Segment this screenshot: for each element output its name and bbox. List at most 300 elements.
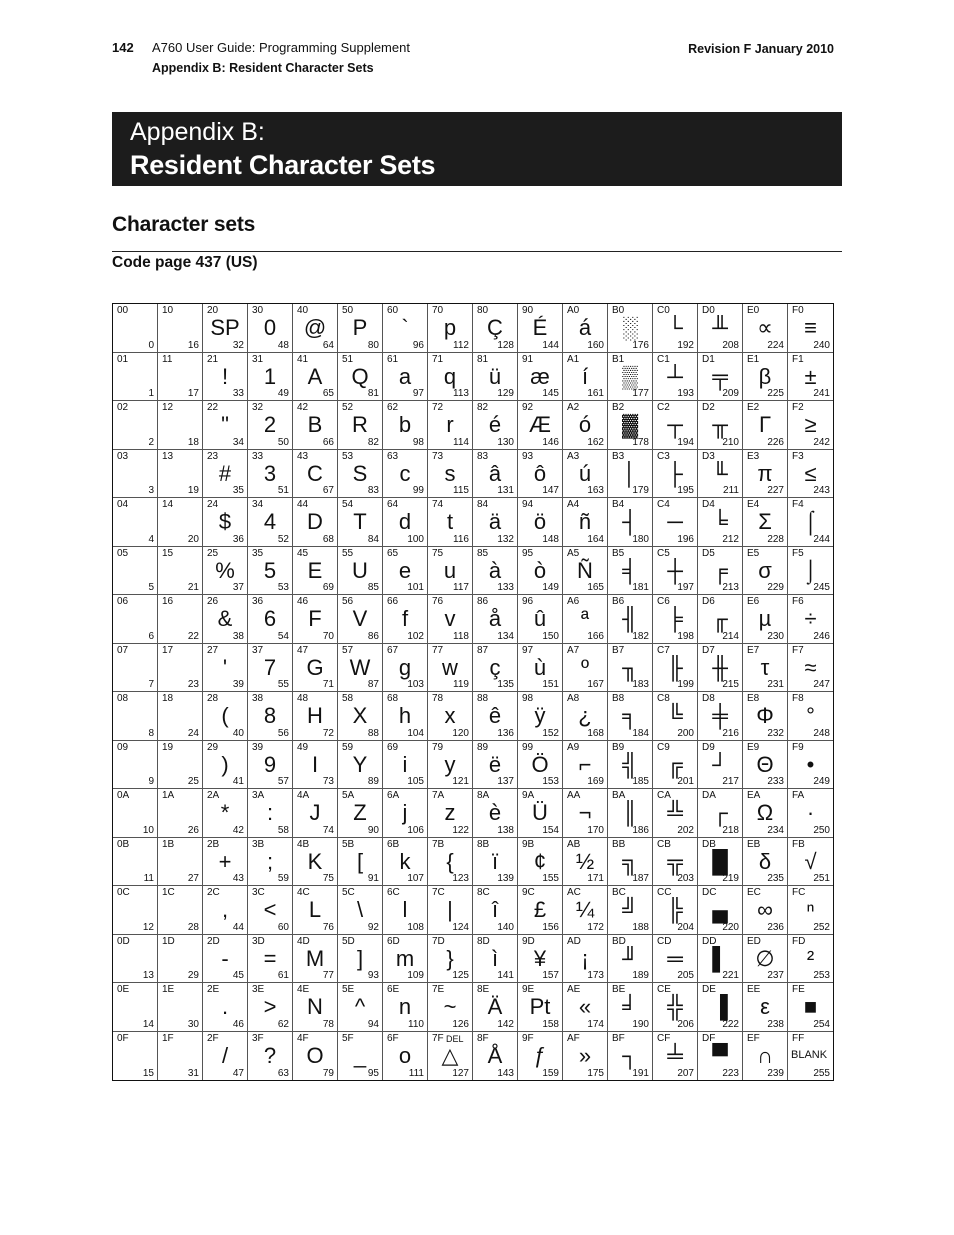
char-hex-code: 1B bbox=[162, 838, 175, 850]
char-decimal-code: 196 bbox=[677, 533, 694, 545]
char-glyph: = bbox=[263, 945, 277, 971]
char-glyph: ┤ bbox=[622, 509, 638, 534]
char-glyph: U bbox=[352, 557, 368, 583]
char-cell-3A bbox=[248, 789, 293, 838]
char-glyph: ╔ bbox=[667, 751, 683, 777]
char-glyph: Y bbox=[352, 751, 368, 777]
char-glyph: i bbox=[402, 751, 408, 777]
char-hex-code: E3 bbox=[747, 450, 760, 462]
char-cell-07 bbox=[113, 644, 158, 693]
char-cell-C4 bbox=[653, 498, 698, 547]
char-glyph: _ bbox=[353, 1042, 367, 1068]
char-cell-20 bbox=[203, 304, 248, 353]
char-hex-code: D9 bbox=[702, 741, 715, 753]
char-glyph: ¥ bbox=[533, 945, 547, 971]
char-glyph: ; bbox=[266, 848, 274, 874]
char-decimal-code: 51 bbox=[277, 485, 289, 496]
char-decimal-code: 31 bbox=[187, 1068, 199, 1079]
char-hex-code: 5A bbox=[342, 790, 355, 801]
char-glyph: ╗ bbox=[622, 848, 638, 874]
char-cell-85 bbox=[473, 547, 518, 596]
char-decimal-code: 37 bbox=[232, 582, 244, 593]
char-cell-A9 bbox=[563, 741, 608, 790]
char-hex-code: 54 bbox=[342, 499, 354, 510]
char-decimal-code: 144 bbox=[542, 339, 559, 351]
char-hex-code: 7F bbox=[432, 1032, 444, 1044]
char-cell-76 bbox=[428, 595, 473, 644]
char-decimal-code: 7 bbox=[148, 679, 154, 690]
char-glyph: Ç bbox=[487, 315, 503, 340]
char-cell-CA bbox=[653, 789, 698, 838]
char-decimal-code: 88 bbox=[367, 727, 379, 739]
char-glyph: z bbox=[444, 800, 456, 825]
char-glyph: 5 bbox=[263, 557, 277, 583]
char-decimal-code: 93 bbox=[367, 970, 379, 981]
char-glyph: Φ bbox=[756, 703, 774, 728]
char-decimal-code: 101 bbox=[407, 582, 424, 593]
char-hex-code: 51 bbox=[342, 353, 354, 365]
char-cell-C1 bbox=[653, 353, 698, 402]
char-glyph: & bbox=[217, 606, 233, 631]
char-decimal-code: 19 bbox=[187, 485, 199, 496]
character-table bbox=[112, 303, 834, 1081]
char-cell-A8 bbox=[563, 692, 608, 741]
char-decimal-code: 5 bbox=[148, 582, 154, 593]
char-cell-80 bbox=[473, 304, 518, 353]
char-decimal-code: 200 bbox=[677, 727, 694, 739]
char-hex-code: 77 bbox=[432, 644, 444, 656]
char-cell-3F bbox=[248, 1032, 293, 1081]
char-hex-code: A1 bbox=[567, 353, 580, 365]
char-glyph: W bbox=[349, 654, 371, 680]
char-cell-6F bbox=[383, 1032, 428, 1081]
char-hex-code: 8A bbox=[477, 790, 490, 801]
char-decimal-code: 224 bbox=[767, 339, 784, 351]
char-cell-24 bbox=[203, 498, 248, 547]
char-hex-code: D4 bbox=[702, 499, 715, 510]
char-hex-code: E4 bbox=[747, 499, 760, 510]
char-decimal-code: 152 bbox=[542, 727, 559, 739]
char-hex-code: C9 bbox=[657, 741, 670, 753]
char-decimal-code: 2 bbox=[148, 436, 154, 448]
char-decimal-code: 89 bbox=[367, 776, 379, 787]
char-hex-code: 10 bbox=[162, 305, 174, 316]
char-hex-code: F5 bbox=[792, 547, 804, 559]
char-hex-code: 0C bbox=[117, 887, 130, 898]
char-hex-code: 75 bbox=[432, 547, 444, 559]
char-decimal-code: 215 bbox=[722, 679, 739, 690]
char-decimal-code: 174 bbox=[587, 1018, 604, 1030]
char-glyph: τ bbox=[760, 654, 770, 680]
char-hex-code: 38 bbox=[252, 693, 264, 704]
char-cell-61 bbox=[383, 353, 428, 402]
char-hex-code: AE bbox=[567, 984, 581, 995]
char-cell-0E bbox=[113, 983, 158, 1032]
char-hex-code: 1A bbox=[162, 790, 175, 801]
char-hex-code: 6F bbox=[387, 1032, 399, 1044]
char-decimal-code: 72 bbox=[322, 727, 334, 739]
char-decimal-code: 120 bbox=[452, 727, 469, 739]
char-glyph: á bbox=[578, 315, 592, 340]
char-decimal-code: 18 bbox=[187, 436, 199, 448]
char-glyph: ▓ bbox=[621, 412, 639, 437]
char-cell-B9 bbox=[608, 741, 653, 790]
char-hex-code: 9D bbox=[522, 935, 535, 947]
char-decimal-code: 207 bbox=[677, 1068, 694, 1079]
char-glyph: { bbox=[446, 848, 454, 874]
char-cell-F7 bbox=[788, 644, 833, 693]
char-glyph: ^ bbox=[354, 994, 366, 1019]
char-cell-E5 bbox=[743, 547, 788, 596]
char-decimal-code: 24 bbox=[187, 727, 199, 739]
char-glyph: ▌ bbox=[712, 945, 728, 971]
char-decimal-code: 29 bbox=[187, 970, 199, 981]
char-hex-code: E5 bbox=[747, 547, 760, 559]
char-hex-code: DA bbox=[702, 790, 716, 801]
char-glyph: V bbox=[352, 606, 368, 631]
char-decimal-code: 85 bbox=[367, 582, 379, 593]
char-decimal-code: 103 bbox=[407, 679, 424, 690]
char-decimal-code: 140 bbox=[497, 921, 514, 933]
char-glyph: ù bbox=[533, 654, 547, 680]
char-hex-code: BA bbox=[612, 790, 626, 801]
char-cell-8D bbox=[473, 935, 518, 984]
char-hex-code: 1E bbox=[162, 984, 175, 995]
char-decimal-code: 78 bbox=[322, 1018, 334, 1030]
char-glyph: + bbox=[218, 848, 232, 874]
revision-label: Revision F January 2010 bbox=[688, 42, 834, 56]
char-glyph: } bbox=[446, 945, 454, 971]
char-cell-7D bbox=[428, 935, 473, 984]
char-decimal-code: 235 bbox=[767, 873, 784, 884]
char-hex-code: 1D bbox=[162, 935, 175, 947]
char-cell-CF bbox=[653, 1032, 698, 1081]
char-hex-code: 50 bbox=[342, 305, 354, 316]
char-cell-7A bbox=[428, 789, 473, 838]
char-decimal-code: 195 bbox=[677, 485, 694, 496]
char-cell-9B bbox=[518, 838, 563, 887]
char-decimal-code: 232 bbox=[767, 727, 784, 739]
char-cell-5E bbox=[338, 983, 383, 1032]
char-hex-code: 09 bbox=[117, 741, 129, 753]
char-cell-25 bbox=[203, 547, 248, 596]
char-decimal-code: 243 bbox=[813, 485, 830, 496]
char-glyph: ╛ bbox=[622, 994, 638, 1019]
char-hex-code: 94 bbox=[522, 499, 534, 510]
char-hex-code: FC bbox=[792, 887, 806, 898]
char-decimal-code: 87 bbox=[367, 679, 379, 690]
char-cell-BB bbox=[608, 838, 653, 887]
char-decimal-code: 100 bbox=[407, 533, 424, 545]
char-decimal-code: 234 bbox=[767, 824, 784, 836]
char-hex-code: 45 bbox=[297, 547, 309, 559]
char-decimal-code: 34 bbox=[232, 436, 244, 448]
char-cell-96 bbox=[518, 595, 563, 644]
char-hex-code: F0 bbox=[792, 305, 804, 316]
char-cell-2C bbox=[203, 886, 248, 935]
char-glyph: ┘ bbox=[712, 751, 728, 777]
char-cell-A6 bbox=[563, 595, 608, 644]
char-hex-code: 00 bbox=[117, 305, 129, 316]
char-glyph: ÷ bbox=[804, 606, 817, 631]
char-glyph: ╘ bbox=[712, 509, 728, 534]
char-cell-66 bbox=[383, 595, 428, 644]
char-hex-code: D7 bbox=[702, 644, 715, 656]
char-decimal-code: 225 bbox=[767, 388, 784, 399]
char-hex-code: C5 bbox=[657, 547, 670, 559]
char-hex-code: 32 bbox=[252, 402, 264, 413]
char-hex-code: 72 bbox=[432, 402, 444, 413]
char-cell-B2 bbox=[608, 401, 653, 450]
char-cell-17 bbox=[158, 644, 203, 693]
char-cell-06 bbox=[113, 595, 158, 644]
char-cell-EF bbox=[743, 1032, 788, 1081]
char-glyph: : bbox=[266, 800, 274, 825]
char-hex-code: 3B bbox=[252, 838, 265, 850]
char-glyph: ┐ bbox=[622, 1042, 638, 1068]
char-glyph: ε bbox=[760, 994, 770, 1019]
char-decimal-code: 115 bbox=[453, 485, 469, 496]
char-hex-code: 6A bbox=[387, 790, 400, 801]
char-hex-code: 6D bbox=[387, 935, 400, 947]
char-glyph: , bbox=[221, 897, 229, 922]
char-hex-code: D3 bbox=[702, 450, 715, 462]
char-cell-70 bbox=[428, 304, 473, 353]
char-decimal-code: 15 bbox=[142, 1068, 154, 1079]
char-decimal-code: 237 bbox=[767, 970, 784, 981]
char-decimal-code: 127 bbox=[452, 1068, 469, 1079]
char-hex-code: AF bbox=[567, 1032, 580, 1044]
char-cell-D7 bbox=[698, 644, 743, 693]
char-hex-code: 90 bbox=[522, 305, 534, 316]
char-glyph: P bbox=[352, 315, 368, 340]
char-cell-49 bbox=[293, 741, 338, 790]
char-hex-code: 0F bbox=[117, 1032, 129, 1044]
char-hex-code: C0 bbox=[657, 305, 670, 316]
char-decimal-code: 64 bbox=[322, 339, 334, 351]
char-cell-3E bbox=[248, 983, 293, 1032]
char-decimal-code: 218 bbox=[722, 824, 739, 836]
char-hex-code: EA bbox=[747, 790, 761, 801]
char-cell-E2 bbox=[743, 401, 788, 450]
char-decimal-code: 125 bbox=[452, 970, 469, 981]
char-glyph: [ bbox=[356, 848, 364, 874]
char-hex-code: E7 bbox=[747, 644, 760, 656]
char-hex-code: FF bbox=[792, 1032, 805, 1044]
char-decimal-code: 98 bbox=[412, 436, 424, 448]
char-cell-E6 bbox=[743, 595, 788, 644]
char-glyph: Z bbox=[353, 800, 367, 825]
char-decimal-code: 55 bbox=[277, 679, 289, 690]
char-cell-1E bbox=[158, 983, 203, 1032]
char-glyph: k bbox=[399, 848, 411, 874]
char-decimal-code: 68 bbox=[322, 533, 334, 545]
char-hex-code: 84 bbox=[477, 499, 489, 510]
char-hex-code: BF bbox=[612, 1032, 625, 1044]
char-hex-code: 59 bbox=[342, 741, 354, 753]
char-decimal-code: 245 bbox=[813, 582, 830, 593]
char-glyph: ] bbox=[356, 945, 364, 971]
char-glyph: Ü bbox=[532, 800, 548, 825]
char-hex-code: 9B bbox=[522, 838, 535, 850]
char-hex-code: 11 bbox=[162, 353, 173, 365]
char-cell-55 bbox=[338, 547, 383, 596]
char-glyph: Ñ bbox=[577, 557, 593, 583]
char-hex-code: 83 bbox=[477, 450, 489, 462]
char-cell-28 bbox=[203, 692, 248, 741]
char-hex-code: F6 bbox=[792, 596, 804, 607]
char-cell-B0 bbox=[608, 304, 653, 353]
char-decimal-code: 254 bbox=[813, 1018, 830, 1030]
char-decimal-code: 221 bbox=[722, 970, 739, 981]
char-cell-DE bbox=[698, 983, 743, 1032]
char-glyph: D bbox=[307, 509, 323, 534]
char-hex-code: 16 bbox=[162, 596, 174, 607]
char-decimal-code: 14 bbox=[142, 1018, 154, 1030]
char-hex-code: 4A bbox=[297, 790, 310, 801]
char-hex-code: 2C bbox=[207, 887, 220, 898]
char-decimal-code: 236 bbox=[767, 921, 784, 933]
char-glyph: u bbox=[443, 557, 457, 583]
char-glyph: √ bbox=[804, 848, 817, 874]
char-cell-1F bbox=[158, 1032, 203, 1081]
char-glyph: ├ bbox=[667, 460, 683, 486]
char-glyph: « bbox=[578, 994, 592, 1019]
char-cell-68 bbox=[383, 692, 428, 741]
char-hex-code: 03 bbox=[117, 450, 129, 462]
char-decimal-code: 17 bbox=[187, 388, 199, 399]
char-glyph: b bbox=[398, 412, 412, 437]
char-decimal-code: 141 bbox=[497, 970, 514, 981]
char-decimal-code: 74 bbox=[322, 824, 334, 836]
char-decimal-code: 206 bbox=[677, 1018, 694, 1030]
char-cell-97 bbox=[518, 644, 563, 693]
char-hex-code: C8 bbox=[657, 693, 670, 704]
char-glyph: # bbox=[218, 460, 232, 486]
char-cell-7C bbox=[428, 886, 473, 935]
char-decimal-code: 253 bbox=[813, 970, 830, 981]
char-cell-FC bbox=[788, 886, 833, 935]
char-decimal-code: 40 bbox=[232, 727, 244, 739]
char-glyph: û bbox=[533, 606, 547, 631]
char-decimal-code: 48 bbox=[277, 339, 289, 351]
char-cell-CE bbox=[653, 983, 698, 1032]
char-cell-5B bbox=[338, 838, 383, 887]
char-hex-code: 7A bbox=[432, 790, 445, 801]
char-glyph: n bbox=[398, 994, 412, 1019]
char-hex-code: C1 bbox=[657, 353, 670, 365]
char-glyph: ▒ bbox=[622, 363, 638, 389]
char-hex-code: 87 bbox=[477, 644, 489, 656]
char-hex-code: E2 bbox=[747, 402, 760, 413]
char-hex-code: 36 bbox=[252, 596, 264, 607]
char-glyph: F bbox=[308, 606, 322, 631]
char-hex-code: 70 bbox=[432, 305, 444, 316]
char-cell-0A bbox=[113, 789, 158, 838]
char-decimal-code: 167 bbox=[587, 679, 604, 690]
char-cell-19 bbox=[158, 741, 203, 790]
char-cell-91 bbox=[518, 353, 563, 402]
char-glyph: ≈ bbox=[804, 654, 817, 680]
char-hex-code: 23 bbox=[207, 450, 219, 462]
char-glyph: y bbox=[444, 751, 456, 777]
char-cell-58 bbox=[338, 692, 383, 741]
char-glyph: ╤ bbox=[712, 363, 728, 389]
char-decimal-code: 173 bbox=[587, 970, 604, 981]
char-hex-code: F7 bbox=[792, 644, 804, 656]
char-hex-code: CA bbox=[657, 790, 671, 801]
char-cell-71 bbox=[428, 353, 473, 402]
char-cell-A5 bbox=[563, 547, 608, 596]
char-glyph: ╖ bbox=[622, 654, 638, 680]
char-cell-26 bbox=[203, 595, 248, 644]
char-hex-code: A9 bbox=[567, 741, 580, 753]
char-hex-code: 55 bbox=[342, 547, 354, 559]
char-hex-code: 40 bbox=[297, 305, 309, 316]
char-decimal-code: 183 bbox=[632, 679, 649, 690]
char-glyph: * bbox=[220, 800, 230, 825]
char-cell-BC bbox=[608, 886, 653, 935]
char-glyph: h bbox=[398, 703, 412, 728]
char-glyph: A bbox=[307, 363, 323, 389]
char-cell-EC bbox=[743, 886, 788, 935]
char-cell-18 bbox=[158, 692, 203, 741]
char-glyph: ▐ bbox=[712, 994, 728, 1019]
char-hex-code: 2B bbox=[207, 838, 220, 850]
char-decimal-code: 205 bbox=[677, 970, 694, 981]
char-cell-1B bbox=[158, 838, 203, 887]
char-cell-48 bbox=[293, 692, 338, 741]
char-decimal-code: 192 bbox=[677, 339, 694, 351]
char-cell-DA bbox=[698, 789, 743, 838]
char-decimal-code: 229 bbox=[767, 582, 784, 593]
char-glyph: ═ bbox=[667, 945, 683, 971]
char-hex-code: A2 bbox=[567, 402, 580, 413]
char-cell-D0 bbox=[698, 304, 743, 353]
char-decimal-code: 193 bbox=[677, 388, 694, 399]
char-hex-code: 9F bbox=[522, 1032, 534, 1044]
char-glyph: @ bbox=[303, 315, 327, 340]
char-hex-code: 65 bbox=[387, 547, 399, 559]
char-hex-code: 62 bbox=[387, 402, 399, 413]
char-decimal-code: 11 bbox=[143, 873, 154, 884]
char-hex-code: AD bbox=[567, 935, 581, 947]
char-glyph: X bbox=[352, 703, 368, 728]
char-cell-23 bbox=[203, 450, 248, 499]
char-decimal-code: 177 bbox=[632, 388, 649, 399]
char-hex-code: 61 bbox=[387, 353, 399, 365]
char-cell-92 bbox=[518, 401, 563, 450]
char-decimal-code: 84 bbox=[367, 533, 379, 545]
char-cell-D5 bbox=[698, 547, 743, 596]
char-hex-code: 69 bbox=[387, 741, 399, 753]
char-hex-code: 44 bbox=[297, 499, 309, 510]
char-decimal-code: 159 bbox=[542, 1068, 559, 1079]
char-glyph: º bbox=[580, 654, 590, 680]
char-decimal-code: 41 bbox=[232, 776, 244, 787]
char-glyph: \ bbox=[356, 897, 364, 922]
char-decimal-code: 106 bbox=[407, 824, 424, 836]
banner-appendix-label: Appendix B: bbox=[130, 118, 265, 146]
char-decimal-code: 77 bbox=[322, 970, 334, 981]
char-glyph: ± bbox=[804, 363, 817, 389]
char-cell-69 bbox=[383, 741, 428, 790]
char-cell-82 bbox=[473, 401, 518, 450]
char-hex-code: 7B bbox=[432, 838, 445, 850]
char-decimal-code: 35 bbox=[232, 485, 244, 496]
char-glyph: ó bbox=[578, 412, 592, 437]
char-cell-74 bbox=[428, 498, 473, 547]
